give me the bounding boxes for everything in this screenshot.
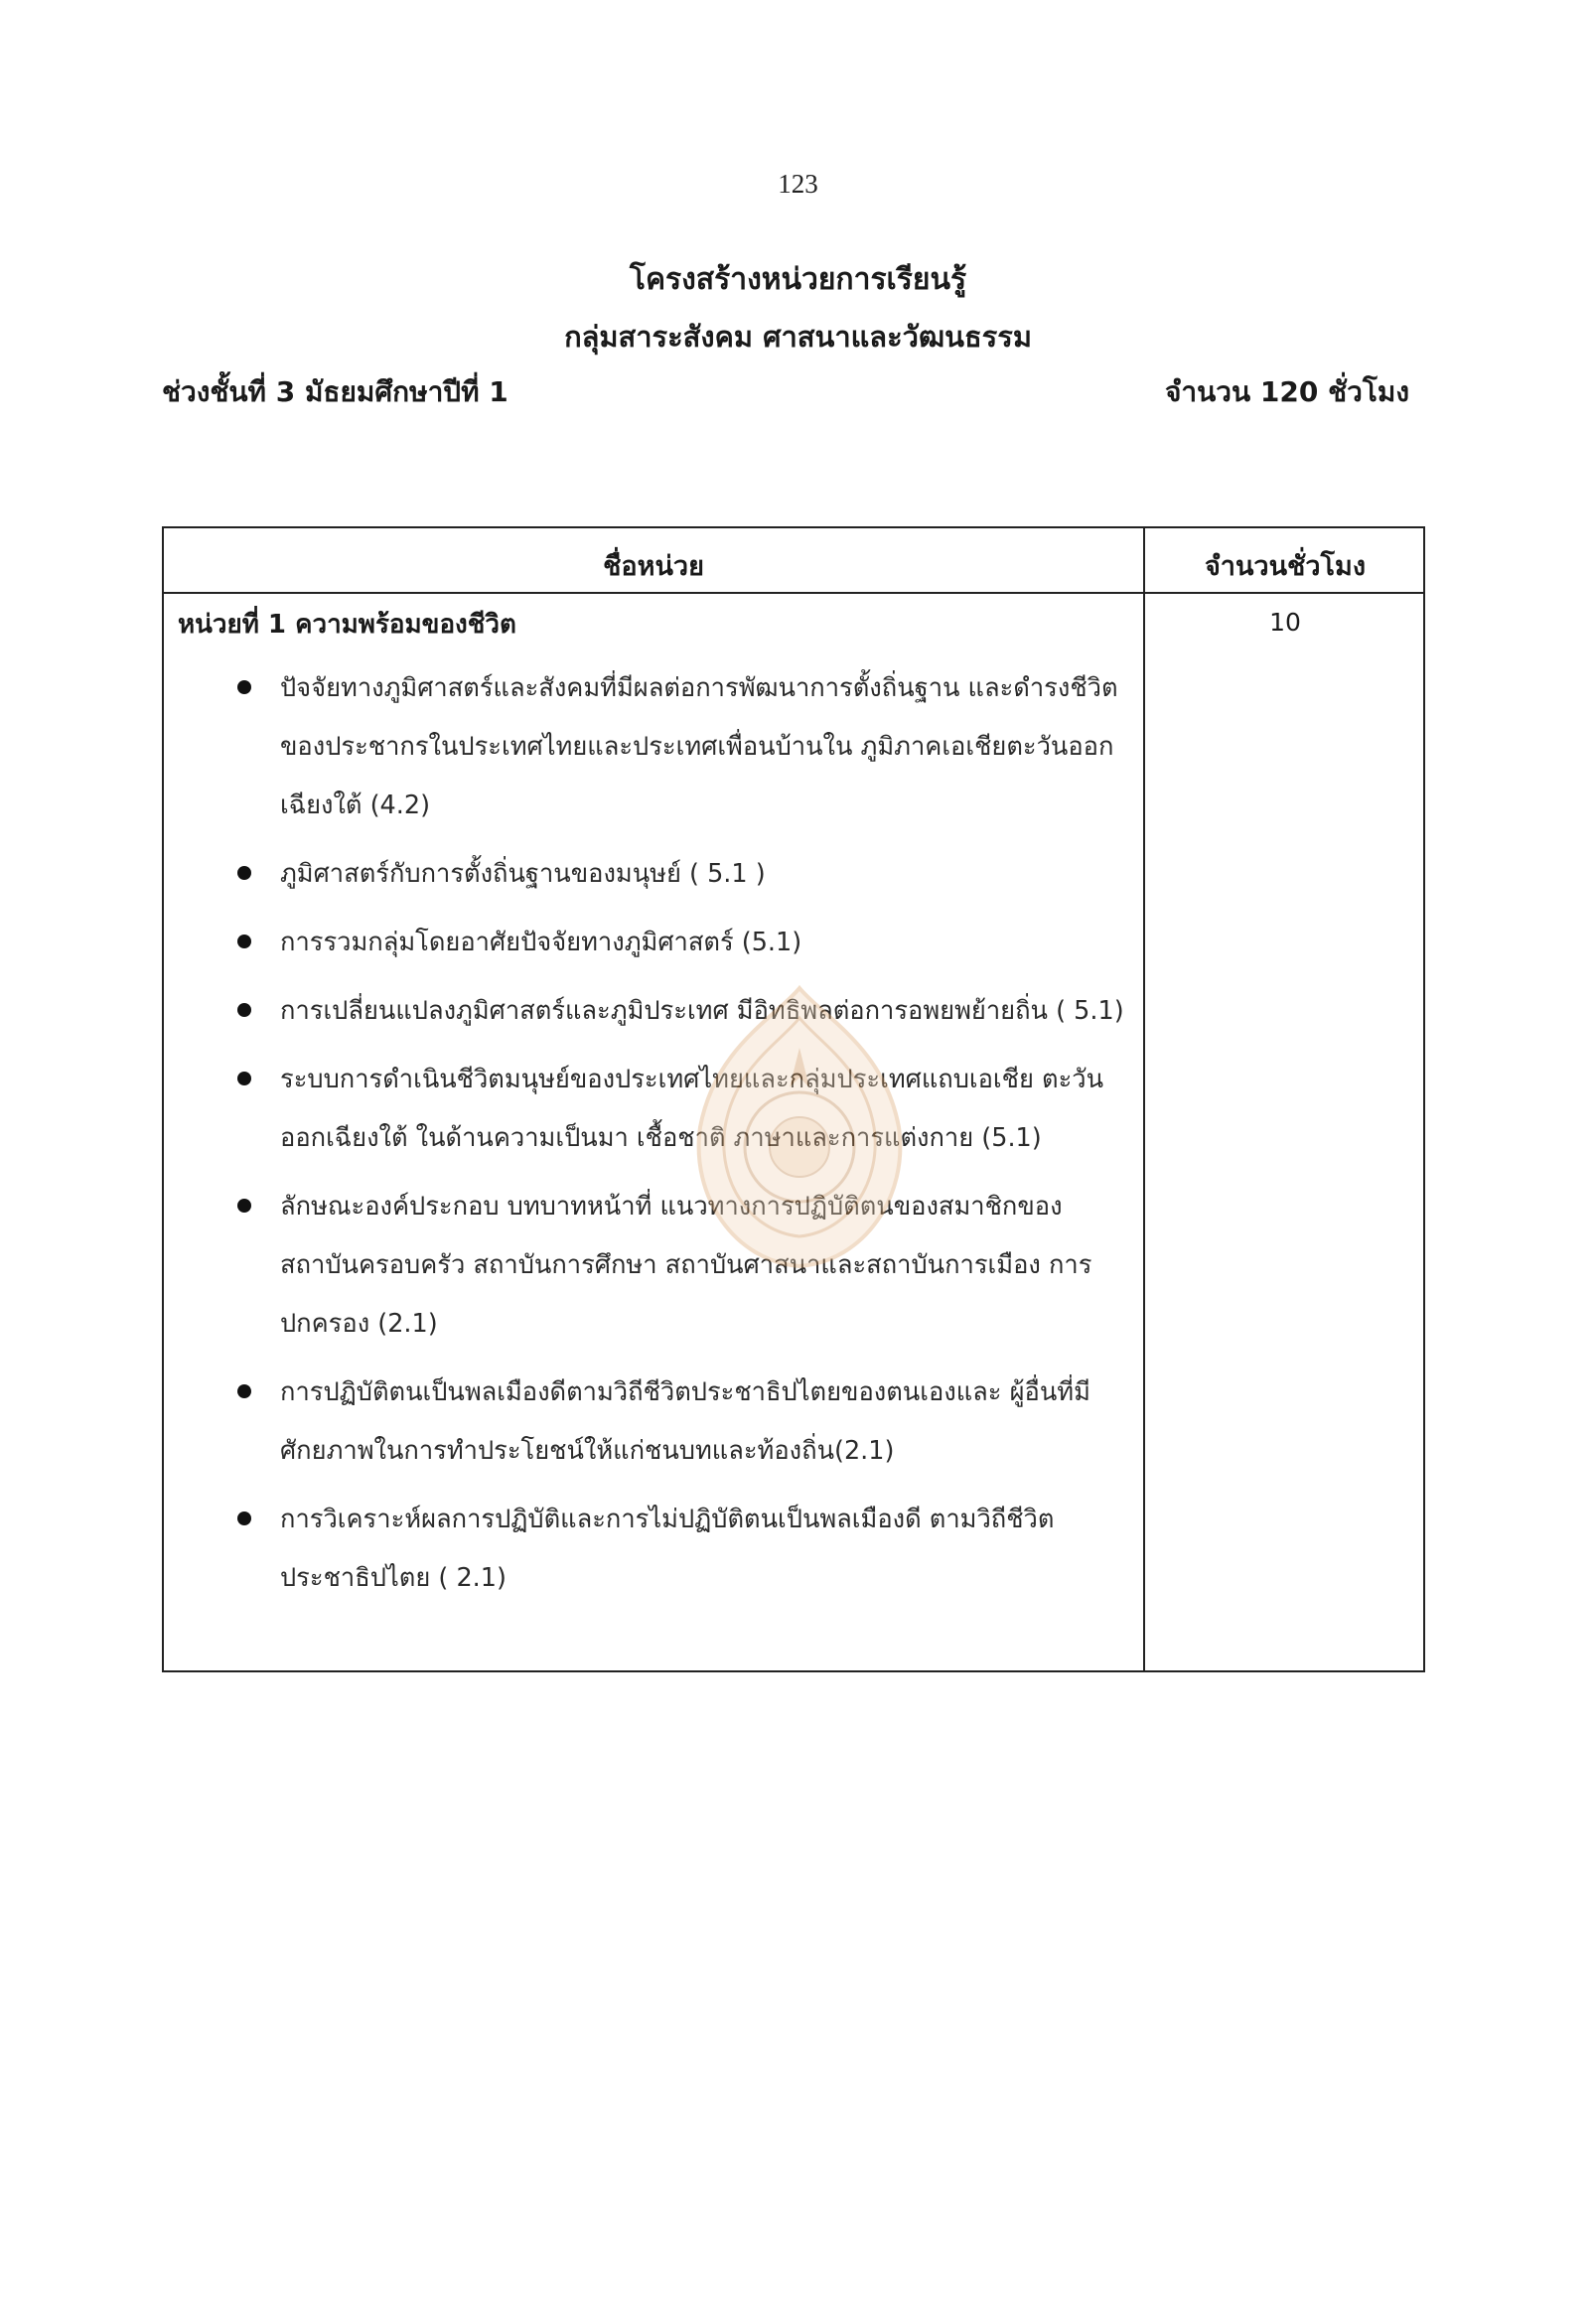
bullet-icon (237, 866, 251, 880)
header-hours: จำนวนชั่วโมง (1204, 551, 1367, 582)
unit-title: หน่วยที่ 1 ความพร้อมของชีวิต (178, 610, 516, 640)
topic-text: ลักษณะองค์ประกอบ บทบาทหน้าที่ แนวทางการปฏิบัติตนของสมาชิกของ สถาบันครอบครัว สถาบันการศึกษา สถาบันศาสนาและสถาบันการเมือง การปกครอง (2.1) (280, 1192, 1092, 1339)
list-item (164, 982, 1143, 1041)
bullet-icon (237, 1072, 251, 1085)
topic-text: การรวมกลุ่มโดยอาศัยปัจจัยทางภูมิศาสตร์ (5.1) (280, 928, 802, 957)
bullet-icon (237, 1199, 251, 1213)
list-item (164, 914, 1143, 972)
document-title: โครงสร้างหน่วยการเรียนรู้ (629, 262, 967, 297)
bullet-icon (237, 1384, 251, 1398)
topic-text: ภูมิศาสตร์กับการตั้งถิ่นฐานของมนุษย์ ( 5.1 ) (280, 859, 766, 889)
list-item (164, 1491, 1143, 1608)
list-item (164, 1051, 1143, 1168)
bullet-icon (237, 1511, 251, 1525)
list-item (164, 1364, 1143, 1481)
list-item (164, 1178, 1143, 1354)
topic-text: ระบบการดำเนินชีวิตมนุษย์ของประเทศไทยและกลุ่มประเทศแถบเอเชีย ตะวันออกเฉียงใต้ ในด้านความเป็นมา เชื้อชาติ ภาษาและการแต่งกาย (5.1) (280, 1065, 1104, 1153)
watermark-seal-icon (685, 978, 914, 1276)
header-unit-name: ชื่อหน่วย (603, 551, 704, 582)
bullet-icon (237, 935, 251, 948)
topic-list (164, 659, 1143, 1618)
topic-text: การวิเคราะห์ผลการปฏิบัติและการไม่ปฏิบัติตนเป็นพลเมืองดี ตามวิถีชีวิตประชาธิปไตย ( 2.1) (280, 1505, 1055, 1593)
document-subtitle: กลุ่มสาระสังคม ศาสนาและวัฒนธรรม (564, 320, 1032, 354)
topic-text: การปฏิบัติตนเป็นพลเมืองดีตามวิถีชีวิตประชาธิปไตยของตนเองและ ผู้อื่นที่มีศักยภาพในการทำประโยชน์ให้แก่ชนบทและท้องถิ่น(2.1) (280, 1377, 1090, 1466)
unit-hours: 10 (1269, 608, 1301, 637)
bullet-icon (237, 680, 251, 694)
table-header-row (164, 528, 1423, 594)
column-divider (1143, 528, 1145, 1670)
list-item (164, 845, 1143, 904)
topic-text: การเปลี่ยนแปลงภูมิศาสตร์และภูมิประเทศ มีอิทธิพลต่อการอพยพย้ายถิ่น ( 5.1) (280, 996, 1124, 1026)
total-hours: จำนวน 120 ชั่วโมง (1165, 375, 1409, 408)
bullet-icon (237, 1003, 251, 1017)
grade-level: ช่วงชั้นที่ 3 มัธยมศึกษาปีที่ 1 (162, 375, 508, 408)
topic-text: ปัจจัยทางภูมิศาสตร์และสังคมที่มีผลต่อการพัฒนาการตั้งถิ่นฐาน และดำรงชีวิตของประชากรในประเทศไทยและประเทศเพื่อนบ้านใน ภูมิภาคเอเชียตะวันออกเฉียงใต้ (4.2) (280, 673, 1118, 820)
list-item (164, 659, 1143, 835)
page-number: 123 (778, 169, 818, 199)
